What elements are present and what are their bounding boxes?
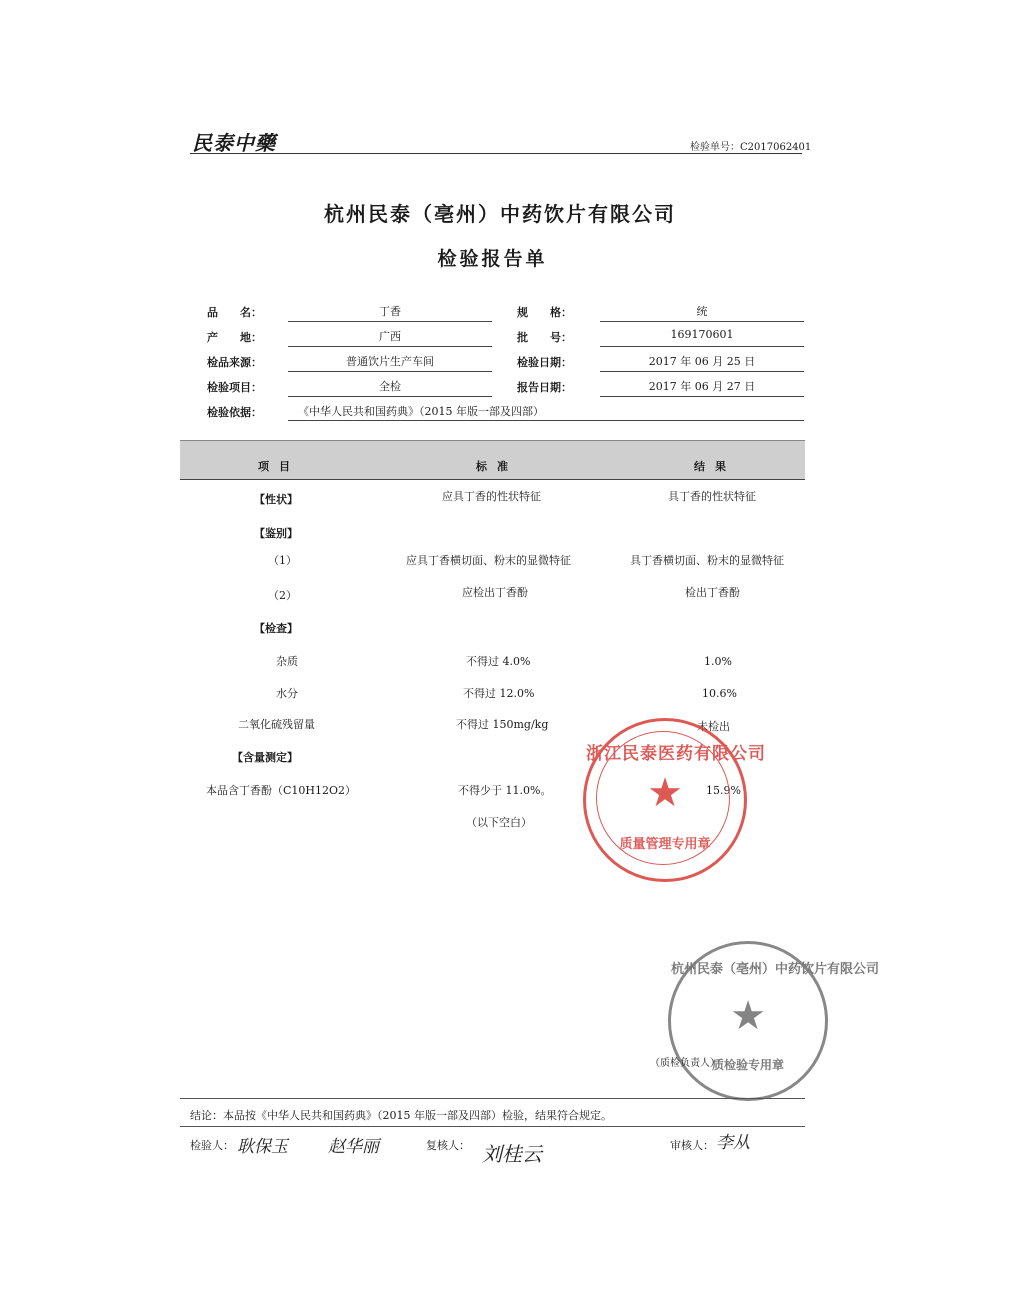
- star-icon: ★: [647, 770, 683, 816]
- section-properties: 【性状】: [254, 493, 298, 506]
- impurity-result: 1.0%: [704, 655, 732, 668]
- properties-standard: 应具丁香的性状特征: [442, 490, 541, 503]
- product-name-value: 丁香: [288, 303, 492, 322]
- section-assay: 【含量测定】: [232, 751, 298, 764]
- conclusion-top-rule: [180, 1098, 805, 1099]
- batch-label: 批 号：: [517, 331, 572, 344]
- blank-note: （以下空白）: [466, 816, 532, 829]
- inspection-item-label: 检验项目：: [207, 381, 262, 394]
- identification-1-label: （1）: [268, 554, 297, 567]
- impurity-standard: 不得过 4.0%: [466, 655, 531, 668]
- identification-2-standard: 应检出丁香酚: [462, 586, 528, 599]
- sample-source-value: 普通饮片生产车间: [288, 353, 492, 372]
- batch-value: 169170601: [600, 328, 804, 347]
- spec-label: 规 格：: [517, 306, 572, 319]
- assay-result: 15.9%: [706, 784, 741, 797]
- stamp-usage: 质检验专用章: [711, 1058, 784, 1072]
- assay-standard: 不得少于 11.0%。: [458, 784, 552, 797]
- star-icon: ★: [730, 993, 766, 1039]
- product-name-label: 品 名：: [207, 306, 262, 319]
- inspector-label: 检验人：: [190, 1139, 234, 1152]
- inspection-date-value: 2017 年 06 月 25 日: [600, 353, 804, 372]
- origin-value: 广西: [288, 328, 492, 347]
- moisture-standard: 不得过 12.0%: [463, 687, 535, 700]
- identification-2-label: （2）: [268, 589, 297, 602]
- company-title: 杭州民泰（亳州）中药饮片有限公司: [324, 202, 676, 226]
- assay-label: 本品含丁香酚（C10H12O2）: [206, 784, 357, 797]
- report-title: 检验报告单: [437, 248, 548, 270]
- approver-label: 审核人：: [670, 1139, 714, 1152]
- inspection-stamp: [668, 941, 880, 1101]
- inspector-signature-2: 赵华丽: [328, 1137, 379, 1157]
- inspection-date-label: 检验日期：: [517, 356, 572, 369]
- report-number: 检验单号：C2017062401: [690, 142, 812, 153]
- stamp-company-name: 浙江民泰医药有限公司: [586, 744, 766, 764]
- so2-label: 二氧化硫残留量: [238, 718, 315, 731]
- identification-1-result: 具丁香横切面、粉末的显微特征: [630, 554, 784, 567]
- origin-label: 产 地：: [207, 331, 262, 344]
- quality-management-stamp: [583, 718, 766, 882]
- col-item-header: 项目: [258, 460, 300, 473]
- report-date-value: 2017 年 06 月 27 日: [600, 378, 804, 397]
- basis-value: 《中华人民共和国药典》（2015 年版一部及四部）: [288, 403, 804, 421]
- conclusion-bottom-rule: [180, 1126, 805, 1127]
- inspection-item-value: 全检: [288, 378, 492, 397]
- basis-label: 检验依据：: [207, 406, 262, 419]
- identification-1-standard: 应具丁香横切面、粉末的显微特征: [406, 554, 571, 567]
- section-inspection: 【检查】: [254, 622, 298, 635]
- so2-standard: 不得过 150mg/kg: [456, 718, 549, 731]
- company-logo: 民泰中藥: [192, 131, 276, 155]
- header-divider: [190, 153, 802, 154]
- inspector-signature: 耿保玉: [237, 1137, 288, 1157]
- moisture-result: 10.6%: [702, 687, 737, 700]
- so2-result: 未检出: [697, 720, 730, 733]
- report-date-label: 报告日期：: [517, 381, 572, 394]
- quality-inspector-note: （质检负责人）: [650, 1058, 720, 1069]
- stamp-usage: 质量管理专用章: [619, 837, 711, 852]
- reviewer-label: 复核人：: [426, 1139, 470, 1152]
- section-identification: 【鉴别】: [254, 527, 298, 540]
- conclusion-text: 结论：本品按《中华人民共和国药典》（2015 年版一部及四部）检验，结果符合规定。: [190, 1109, 612, 1122]
- spec-value: 统: [600, 303, 804, 322]
- approver-signature: 李从: [716, 1133, 750, 1153]
- identification-2-result: 检出丁香酚: [685, 586, 740, 599]
- sample-source-label: 检品来源：: [207, 356, 262, 369]
- col-result-header: 结果: [694, 460, 736, 473]
- reviewer-signature: 刘桂云: [482, 1142, 542, 1166]
- impurity-label: 杂质: [276, 655, 298, 668]
- stamp-company-name: 杭州民泰（亳州）中药饮片有限公司: [671, 962, 880, 977]
- moisture-label: 水分: [276, 687, 298, 700]
- properties-result: 具丁香的性状特征: [668, 490, 756, 503]
- col-standard-header: 标准: [476, 460, 518, 473]
